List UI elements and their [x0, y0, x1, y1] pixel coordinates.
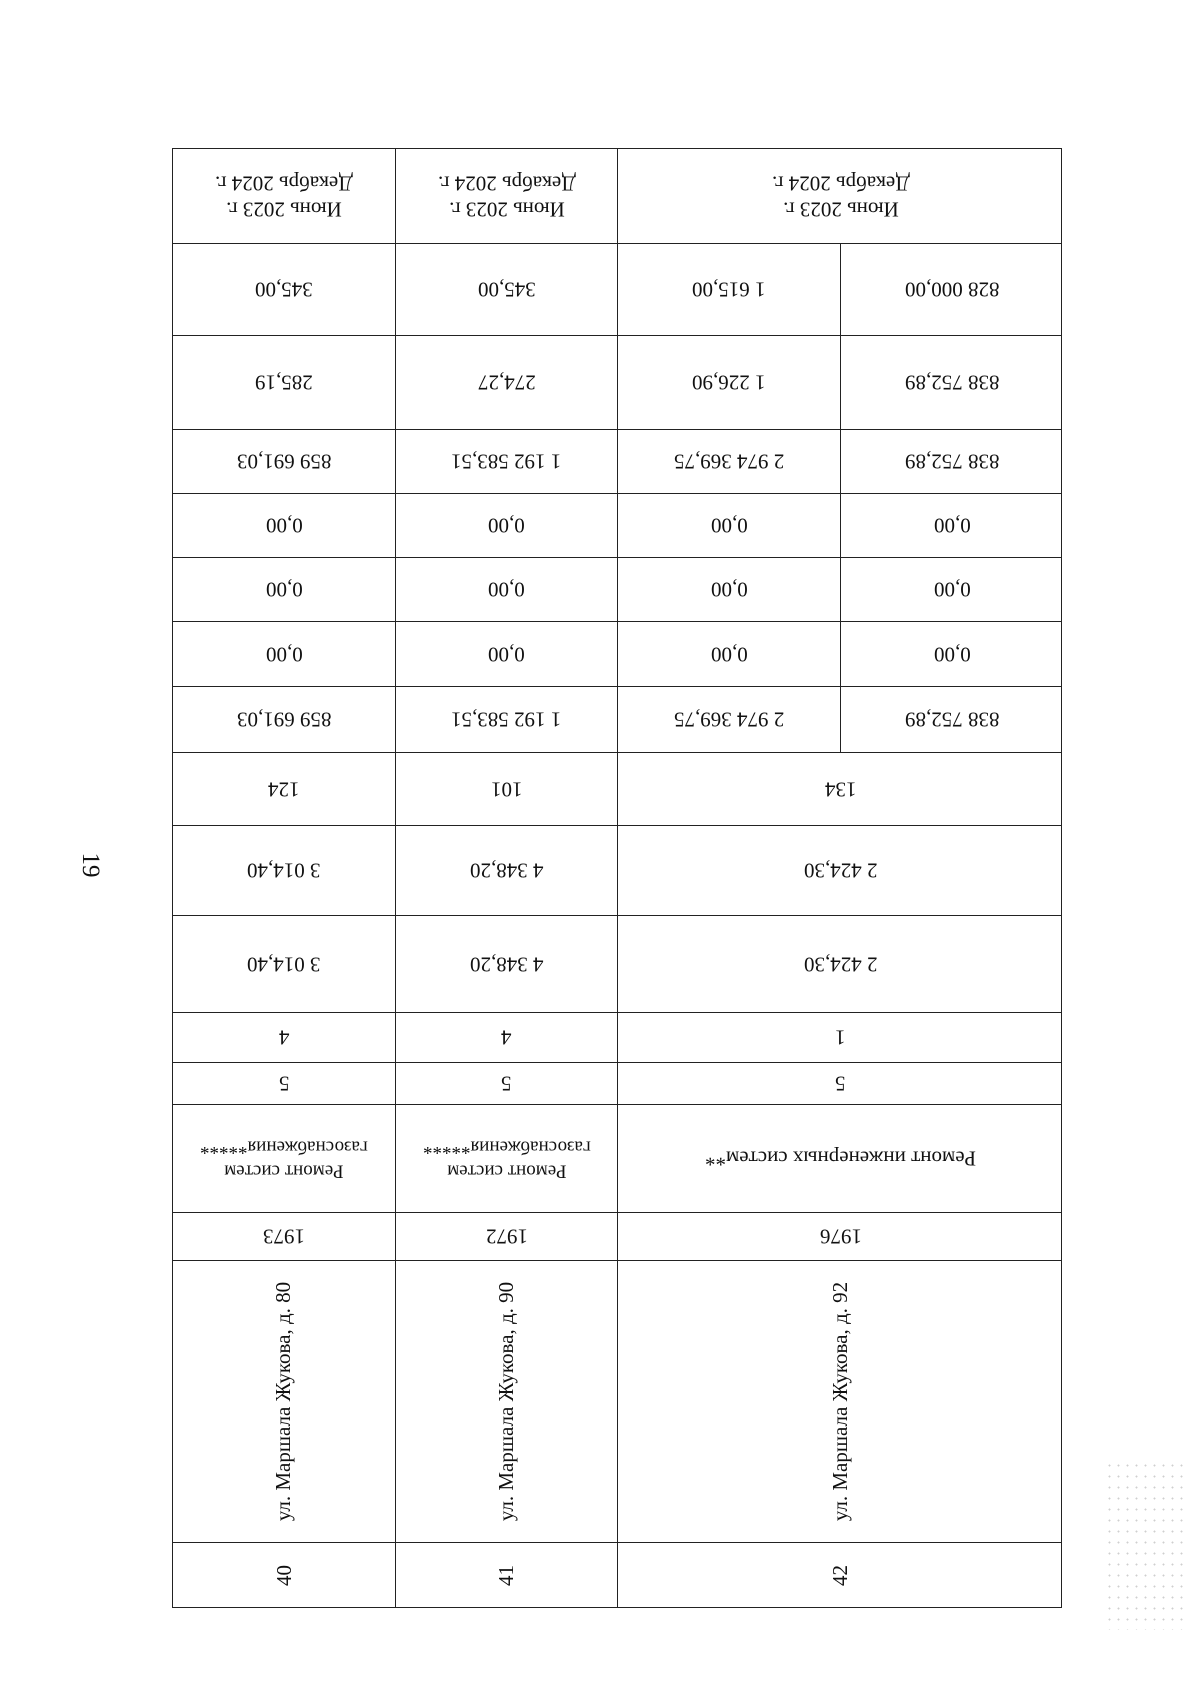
table-cell: 0,00	[617, 622, 840, 686]
table-cell: 0,00	[840, 622, 1063, 686]
table-cell: 1	[617, 1013, 1063, 1062]
table-cell: 1 192 583,51	[395, 687, 617, 752]
table-cell: 134	[617, 753, 1063, 825]
table-cell: 5	[395, 1063, 617, 1104]
table-cell: 0,00	[395, 558, 617, 621]
table-header-row	[173, 149, 1061, 243]
row-number-cell: 42	[617, 1543, 1063, 1607]
table-row	[173, 686, 1061, 752]
page-number: 19	[77, 852, 104, 878]
table-cell: 101	[395, 753, 617, 825]
table-cell: 2 974 369,75	[617, 687, 840, 752]
address-cell: ул. Маршала Жукова, д. 90	[395, 1261, 617, 1542]
table-cell: 3 014,40	[247, 858, 321, 883]
table-cell: 0,00	[265, 577, 303, 602]
year-cell: 1973	[263, 1224, 305, 1249]
table-cell: 3 014,40	[247, 952, 321, 977]
header-period-right: Июнь 2023 г. Декабрь 2024 г.	[617, 149, 1063, 243]
work-type-cell: Ремонт систем газоснабжения*****	[395, 1105, 617, 1212]
table-cell: 828 000,00	[840, 244, 1063, 335]
table-cell: 0,00	[265, 642, 303, 667]
table-row	[173, 557, 1061, 621]
table-row	[173, 915, 1061, 1012]
table-cell: 2 424,30	[617, 826, 1063, 915]
table-cell: 0,00	[840, 558, 1063, 621]
table-cell: 345,00	[255, 277, 313, 302]
address-row	[173, 1260, 1061, 1542]
table-row	[173, 243, 1061, 335]
table-cell: 124	[268, 777, 300, 802]
row-number-cell: 41	[395, 1543, 617, 1607]
table-cell: 4 348,20	[395, 826, 617, 915]
header-period-mid: Июнь 2023 г. Декабрь 2024 г.	[395, 149, 617, 243]
table-cell: 1 615,00	[617, 244, 840, 335]
work-type-cell: Ремонт систем газоснабжения*****	[200, 1136, 368, 1182]
row-number-cell: 40	[271, 1564, 296, 1586]
table-cell: 274,27	[395, 336, 617, 429]
year-cell: 1976	[617, 1213, 1063, 1260]
table-cell: 4 348,20	[395, 916, 617, 1012]
table-row	[173, 493, 1061, 557]
table-row	[173, 1012, 1061, 1062]
works-row	[173, 1104, 1061, 1212]
table-cell: 2 974 369,75	[617, 430, 840, 493]
table-row	[173, 429, 1061, 493]
work-type-cell: Ремонт инженерных систем**	[617, 1105, 1063, 1212]
table-cell: 859 691,03	[236, 707, 332, 732]
header-period-left: Июнь 2023 г. Декабрь 2024 г.	[215, 171, 353, 222]
table-cell: 4	[395, 1013, 617, 1062]
table-cell: 5	[617, 1063, 1063, 1104]
table-cell: 838 752,89	[840, 336, 1063, 429]
table-row	[173, 335, 1061, 429]
table-cell: 4	[278, 1025, 290, 1050]
table-row	[173, 1062, 1061, 1104]
address-cell: ул. Маршала Жукова, д. 80	[271, 1281, 296, 1522]
table-cell: 1 192 583,51	[395, 430, 617, 493]
scan-noise	[1105, 1460, 1185, 1630]
table-row	[173, 752, 1061, 825]
table-cell: 859 691,03	[236, 449, 332, 474]
table-cell: 0,00	[840, 494, 1063, 557]
table-cell: 838 752,89	[840, 687, 1063, 752]
table-cell: 345,00	[395, 244, 617, 335]
table-cell: 0,00	[265, 513, 303, 538]
table-cell: 0,00	[395, 494, 617, 557]
table-cell: 2 424,30	[617, 916, 1063, 1012]
table-cell: 0,00	[395, 622, 617, 686]
year-cell: 1972	[395, 1213, 617, 1260]
table-cell: 1 226,90	[617, 336, 840, 429]
table-cell: 0,00	[617, 558, 840, 621]
table-cell: 285,19	[255, 370, 313, 395]
table-row	[173, 825, 1061, 915]
address-cell: ул. Маршала Жукова, д. 92	[617, 1261, 1063, 1542]
table-cell: 5	[278, 1071, 290, 1096]
table-cell: 838 752,89	[840, 430, 1063, 493]
table-cell: 0,00	[617, 494, 840, 557]
table-row	[173, 621, 1061, 686]
year-row	[173, 1212, 1061, 1260]
works-table	[172, 148, 1062, 1608]
number-row	[173, 1542, 1061, 1607]
